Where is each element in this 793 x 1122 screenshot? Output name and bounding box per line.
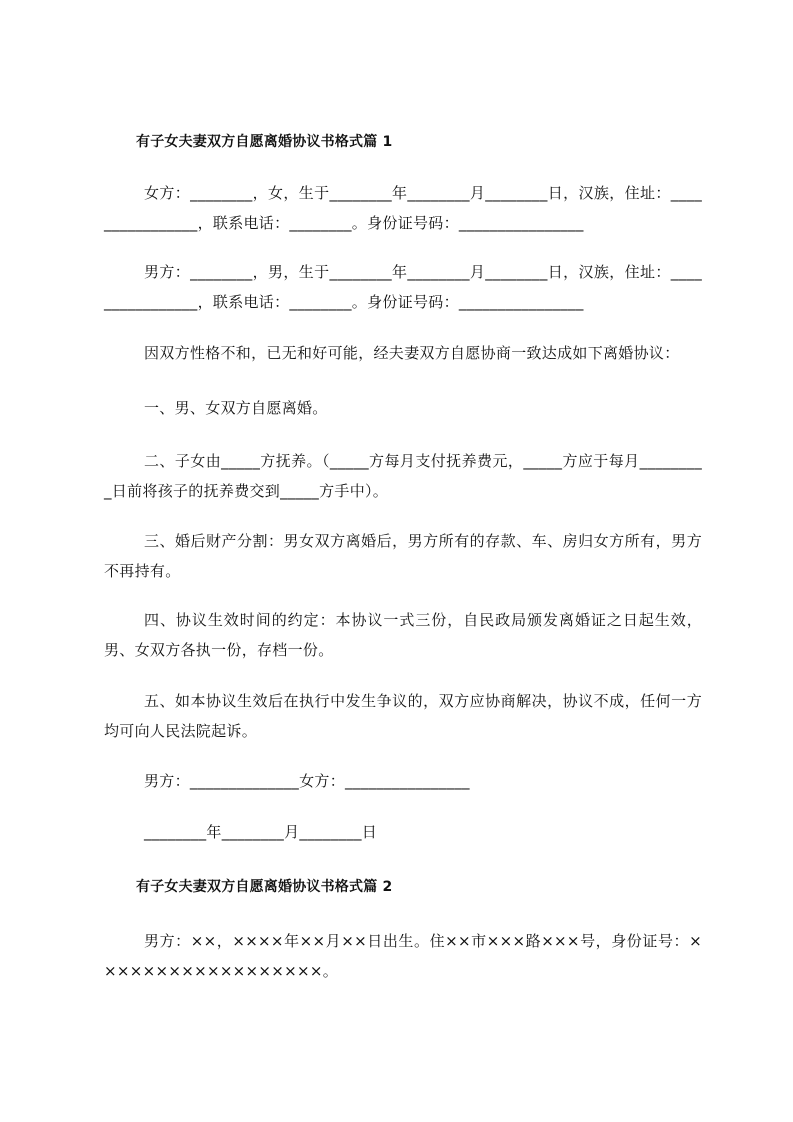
- clause-1: 一、男、女双方自愿离婚。: [144, 399, 328, 417]
- clause-5: 五、如本协议生效后在执行中发生争议的，双方应协商解决，协议不成，任何一方均可向人民法院起诉。: [104, 692, 702, 740]
- section-2-title: 有子女夫妻双方自愿离婚协议书格式篇 2: [136, 879, 393, 895]
- signature-line: 男方：______________女方：________________: [144, 772, 470, 790]
- male-party-info: 男方：________，男，生于________年________月________日，汉族，住址：________________，联系电话：________。身份证号码：________________: [104, 263, 702, 311]
- clause-3: 三、婚后财产分割：男女双方离婚后，男方所有的存款、车、房归女方所有，男方不再持有。: [104, 532, 702, 580]
- clause-4: 四、协议生效时间的约定：本协议一式三份，自民政局颁发离婚证之日起生效，男、女双方各执一份，存档一份。: [104, 611, 702, 659]
- clause-2: 二、子女由_____方抚养。（_____方每月支付抚养费元，_____方应于每月_________日前将孩子的抚养费交到_____方手中）。: [104, 452, 702, 500]
- date-line: ________年________月________日: [144, 823, 378, 841]
- section-1-title: 有子女夫妻双方自愿离婚协议书格式篇 1: [136, 134, 393, 150]
- female-party-info: 女方：________，女，生于________年________月________日，汉族，住址：________________，联系电话：________。身份证号码：________________: [104, 184, 702, 232]
- section-2-male-party-info: 男方：××，××××年××月××日出生。住××市×××路×××号，身份证号：××××××××××××××××××。: [104, 932, 702, 980]
- agreement-intro: 因双方性格不和，已无和好可能，经夫妻双方自愿协商一致达成如下离婚协议：: [144, 344, 680, 362]
